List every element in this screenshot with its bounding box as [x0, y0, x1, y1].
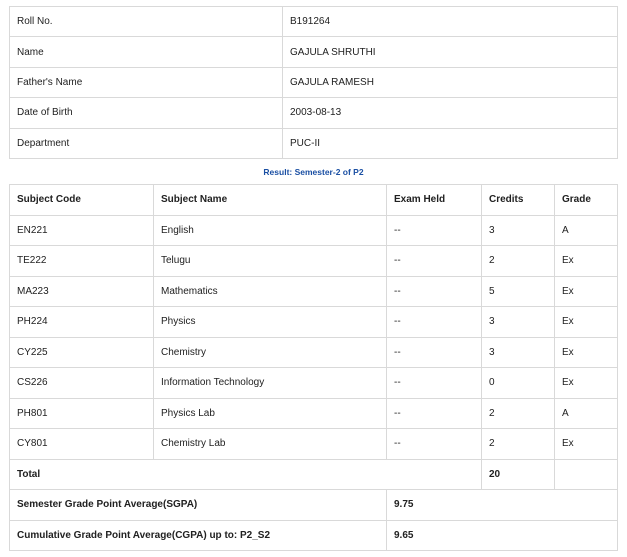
subject-name: Chemistry Lab [154, 429, 387, 460]
info-row-father [10, 67, 618, 97]
table-row [10, 337, 618, 368]
grade: Ex [555, 246, 618, 277]
table-row [10, 246, 618, 277]
table-row [10, 307, 618, 338]
name-value: GAJULA SHRUTHI [283, 37, 618, 67]
exam-held: -- [387, 429, 482, 460]
dob-value: 2003-08-13 [283, 98, 618, 128]
subject-name: Telugu [154, 246, 387, 277]
department-label: Department [10, 128, 283, 158]
grade: Ex [555, 337, 618, 368]
total-row [10, 459, 618, 490]
marks-header-row [10, 185, 618, 216]
department-value: PUC-II [283, 128, 618, 158]
header-subject-name: Subject Name [154, 185, 387, 216]
credits: 3 [482, 337, 555, 368]
total-credits: 20 [482, 459, 555, 490]
name-label: Name [10, 37, 283, 67]
header-exam-held: Exam Held [387, 185, 482, 216]
exam-held: -- [387, 337, 482, 368]
credits: 5 [482, 276, 555, 307]
subject-name: Physics Lab [154, 398, 387, 429]
info-row-department [10, 128, 618, 158]
dob-label: Date of Birth [10, 98, 283, 128]
subject-code: EN221 [10, 215, 154, 246]
subject-name: Mathematics [154, 276, 387, 307]
marks-table [9, 184, 618, 551]
table-row [10, 276, 618, 307]
total-label: Total [10, 459, 482, 490]
cgpa-label: Cumulative Grade Point Average(CGPA) up to: P2_S2 [10, 520, 387, 551]
subject-code: PH801 [10, 398, 154, 429]
table-row [10, 368, 618, 399]
grade: Ex [555, 429, 618, 460]
info-row-name [10, 37, 618, 67]
grade: Ex [555, 276, 618, 307]
sgpa-row [10, 490, 618, 521]
subject-name: Information Technology [154, 368, 387, 399]
marks-body [10, 215, 618, 551]
credits: 0 [482, 368, 555, 399]
student-info-table [9, 6, 618, 159]
table-row [10, 398, 618, 429]
exam-held: -- [387, 246, 482, 277]
subject-code: MA223 [10, 276, 154, 307]
grade: A [555, 215, 618, 246]
subject-code: PH224 [10, 307, 154, 338]
result-caption: Result: Semester-2 of P2 [263, 167, 364, 177]
credits: 2 [482, 429, 555, 460]
subject-name: English [154, 215, 387, 246]
table-row [10, 215, 618, 246]
father-label: Father's Name [10, 67, 283, 97]
grade: Ex [555, 307, 618, 338]
sgpa-value: 9.75 [387, 490, 618, 521]
subject-code: CY801 [10, 429, 154, 460]
subject-code: CY225 [10, 337, 154, 368]
exam-held: -- [387, 368, 482, 399]
subject-code: TE222 [10, 246, 154, 277]
info-row-dob [10, 98, 618, 128]
credits: 2 [482, 398, 555, 429]
exam-held: -- [387, 398, 482, 429]
cgpa-value: 9.65 [387, 520, 618, 551]
subject-name: Physics [154, 307, 387, 338]
table-row [10, 429, 618, 460]
exam-held: -- [387, 215, 482, 246]
credits: 3 [482, 215, 555, 246]
header-grade: Grade [555, 185, 618, 216]
grade: Ex [555, 368, 618, 399]
credits: 3 [482, 307, 555, 338]
info-row-roll [10, 7, 618, 37]
header-subject-code: Subject Code [10, 185, 154, 216]
cgpa-row [10, 520, 618, 551]
father-value: GAJULA RAMESH [283, 67, 618, 97]
subject-code: CS226 [10, 368, 154, 399]
roll-value: B191264 [283, 7, 618, 37]
grade: A [555, 398, 618, 429]
credits: 2 [482, 246, 555, 277]
total-grade-cell [555, 459, 618, 490]
sgpa-label: Semester Grade Point Average(SGPA) [10, 490, 387, 521]
exam-held: -- [387, 276, 482, 307]
subject-name: Chemistry [154, 337, 387, 368]
roll-label: Roll No. [10, 7, 283, 37]
header-credits: Credits [482, 185, 555, 216]
exam-held: -- [387, 307, 482, 338]
